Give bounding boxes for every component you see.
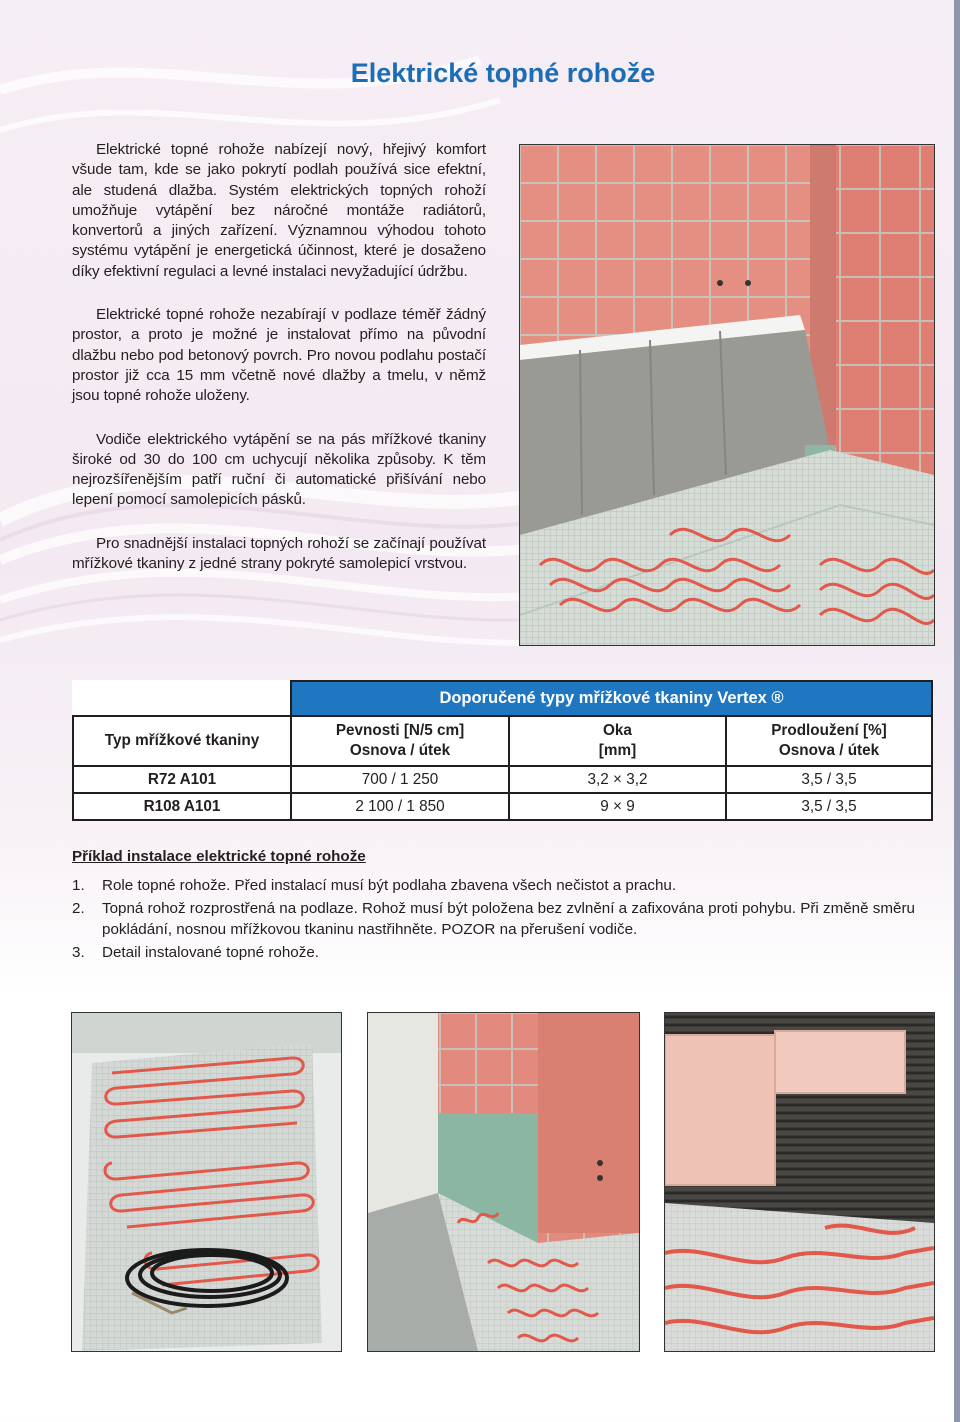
col-header-elongation: Prodloužení [%] Osnova / útek bbox=[726, 716, 932, 766]
cell-elongation: 3,5 / 3,5 bbox=[726, 793, 932, 820]
installation-example bbox=[72, 848, 933, 965]
intro-paragraph: Pro snadnější instalaci topných rohoží se začínají používat mřížkové tkaniny z jedné strany pokryté samolepicí vrstvou. bbox=[72, 534, 486, 573]
list-item: 3. Detail instalované topné rohože. bbox=[72, 944, 319, 961]
intro-text bbox=[72, 140, 486, 597]
cell-strength: 700 / 1 250 bbox=[291, 766, 509, 793]
cell-name: R72 A101 bbox=[73, 766, 291, 793]
installation-steps bbox=[72, 875, 933, 963]
col-header-type: Typ mřížkové tkaniny bbox=[73, 716, 291, 766]
cell-elongation: 3,5 / 3,5 bbox=[726, 766, 932, 793]
list-item: 2. Topná rohož rozprostřená na podlaze. Rohož musí být položena bez zvlnění a zafixována proti pohybu. Při změně směru pokládání, nosnou mřížkovou tkaninu nastřihněte. POZOR na přerušení vodiče. bbox=[72, 900, 915, 938]
table-row bbox=[73, 793, 932, 820]
page-title: Elektrické topné rohože bbox=[350, 58, 656, 88]
example-heading: Příklad instalace elektrické topné rohože bbox=[72, 848, 366, 865]
bathroom-corner-mat-photo bbox=[367, 1012, 640, 1352]
cell-mesh: 3,2 × 3,2 bbox=[509, 766, 726, 793]
table-title: Doporučené typy mřížkové tkaniny Vertex ® bbox=[291, 681, 932, 716]
table-header-row bbox=[73, 716, 932, 766]
cell-name: R108 A101 bbox=[73, 793, 291, 820]
col-header-mesh: Oka [mm] bbox=[509, 716, 726, 766]
heating-mat-roll-photo bbox=[71, 1012, 342, 1352]
tiles-on-mat-detail-photo bbox=[664, 1012, 935, 1352]
cell-strength: 2 100 / 1 850 bbox=[291, 793, 509, 820]
bathroom-heating-mat-photo bbox=[519, 144, 935, 646]
cell-mesh: 9 × 9 bbox=[509, 793, 726, 820]
intro-paragraph: Elektrické topné rohože nezabírají v podlaze téměř žádný prostor, a proto je možné je instalovat přímo na původní dlažbu nebo pod betonový povrch. Pro novou podlahu postačí prostor již cca 15 mm včetně nové dlažby a tmelu, v němž jsou topné rohože uloženy. bbox=[72, 306, 486, 405]
intro-paragraph: Vodiče elektrického vytápění se na pás mřížkové tkaniny široké od 30 do 100 cm uchycují několika způsoby. K těm nejrozšířenějším patří ruční či automatické přišívání nebo lepení pomocí samolepicích pásků. bbox=[72, 430, 486, 509]
list-item: 1. Role topné rohože. Před instalací musí být podlaha zbavena všech nečistot a prachu. bbox=[72, 877, 677, 894]
mesh-specification-table bbox=[72, 680, 933, 821]
table-row bbox=[73, 766, 932, 793]
right-edge-bar bbox=[954, 0, 960, 1422]
intro-paragraph: Elektrické topné rohože nabízejí nový, hřejivý komfort všude tam, kde se jako pokrytí podlah používá sice efektní, ale studená dlažba. Systém elektrických topných rohoží umožňuje vytápění bez náročné montáže radiátorů, konvertorů a jiných zařízení. Významnou výhodou tohoto systému vytápění je energetická účinnost, které je dosaženo díky efektivní regulaci a levné instalaci nevyžadující údržbu. bbox=[72, 141, 486, 280]
col-header-strength: Pevnosti [N/5 cm] Osnova / útek bbox=[291, 716, 509, 766]
